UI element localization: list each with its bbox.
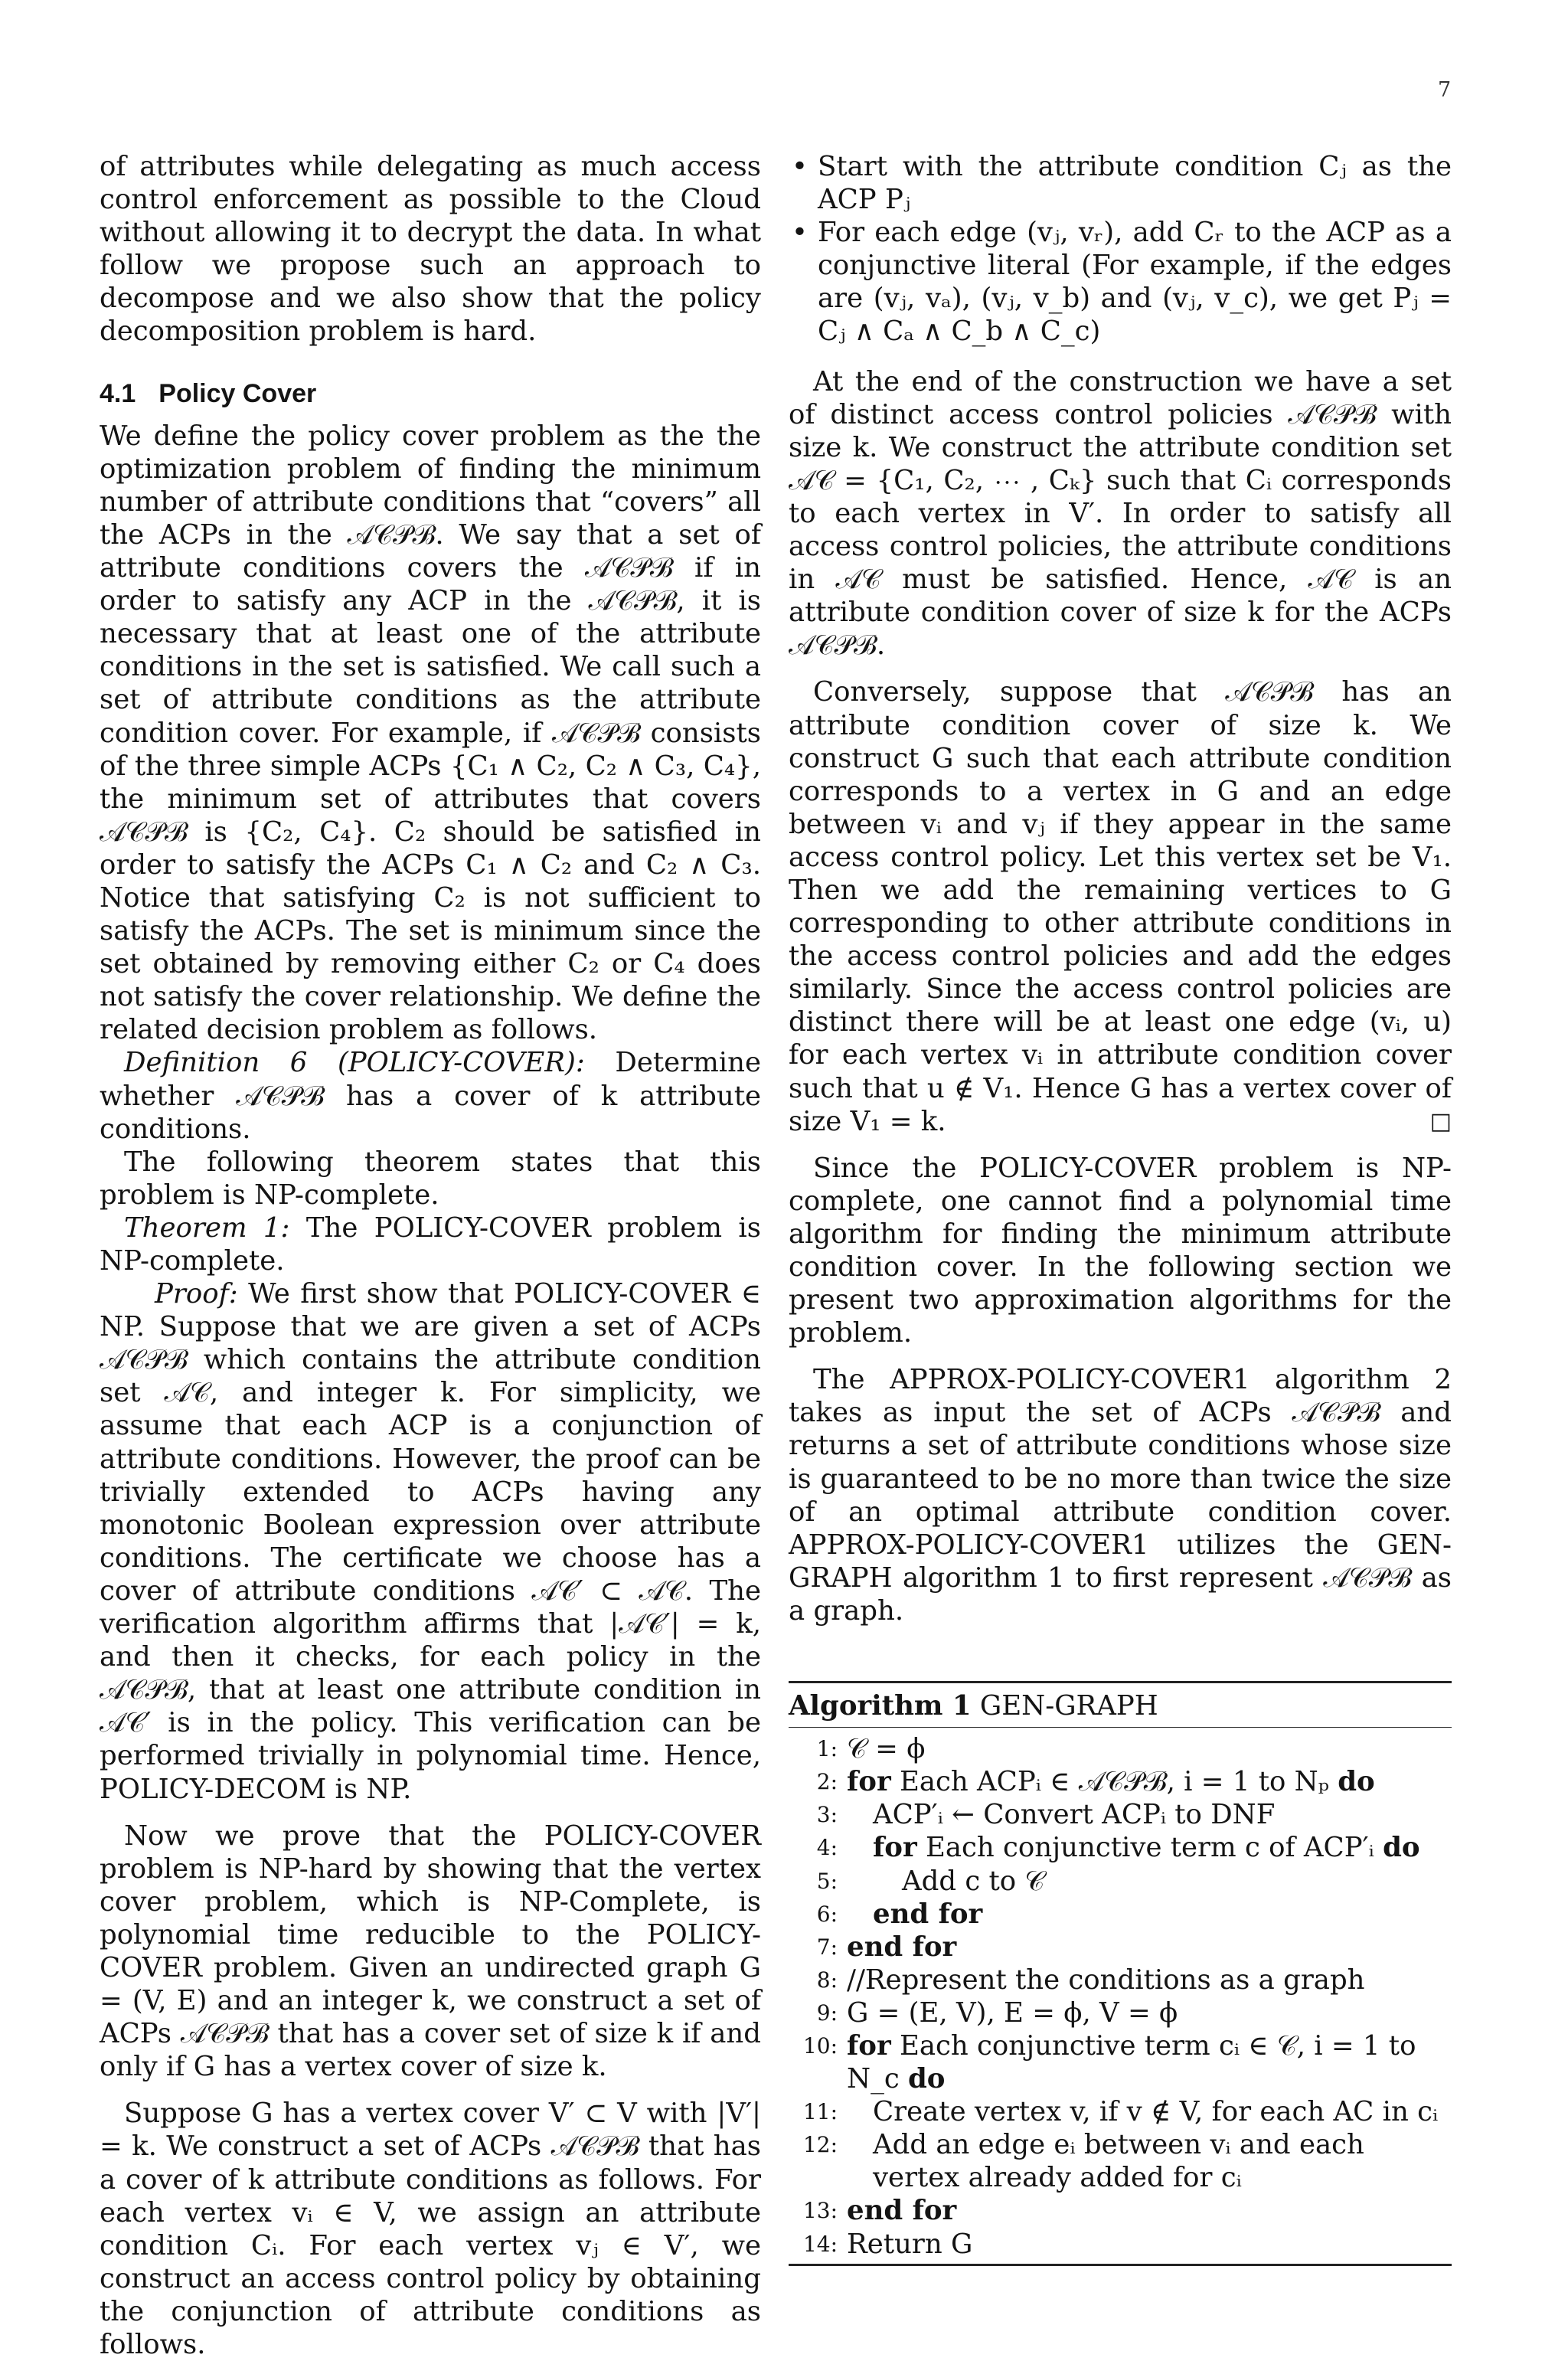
paragraph-construction: Suppose G has a vertex cover V′ ⊂ V with |V′| = k. We construct a set of ACPs 𝒜𝒞𝒫ℬ that has a cover of k attribute conditions as follows. For each vertex vᵢ ∈ V, we assign an attribute condition Cᵢ. For each vertex vⱼ ∈ V′, we construct an access control policy by obtaining the conjunction of attribute conditions as follows.	[100, 2098, 761, 2360]
theorem-text: The POLICY-COVER problem is NP-complete.	[100, 1212, 761, 1277]
paragraph-np-hard: Now we prove that the POLICY-COVER problem is NP-hard by showing that the vertex cover problem, which is NP-Complete, is polynomial time reducible to the POLICY-COVER problem. Given an undirected graph G = (V, E) and an integer k, we construct a set of ACPs 𝒜𝒞𝒫ℬ that has a cover set of size k if and only if G has a vertex cover of size k.	[100, 1820, 761, 2083]
line-text: ACP′ᵢ ← Convert ACPᵢ to DNF	[873, 1799, 1276, 1831]
proof-label: Proof:	[155, 1278, 238, 1310]
algorithm-line	[789, 2095, 1452, 2128]
keyword: for	[847, 2029, 891, 2062]
line-text: Each conjunctive term c of ACP′ᵢ	[916, 1832, 1383, 1864]
list-item: • Start with the attribute condition Cⱼ as the ACP Pⱼ	[789, 150, 1452, 216]
line-number: 1:	[816, 1736, 838, 1762]
keyword: end for	[873, 1898, 983, 1930]
algorithm-line	[789, 1996, 1452, 2029]
paragraph-conversely	[789, 675, 1452, 1137]
line-number: 2:	[816, 1769, 838, 1795]
line-number: 7:	[816, 1934, 838, 1960]
page-number: 7	[1438, 78, 1452, 102]
keyword: do	[907, 2063, 946, 2095]
algorithm-line	[789, 1898, 1452, 1931]
line-number: 13:	[802, 2198, 838, 2224]
construction-steps	[789, 150, 1452, 348]
paragraph-approx: The APPROX-POLICY-COVER1 algorithm 2 takes as input the set of ACPs 𝒜𝒞𝒫ℬ and returns a set of attribute conditions whose size is guaranteed to be no more than twice the size of an optimal attribute condition cover. APPROX-POLICY-COVER1 utilizes the GEN-GRAPH algorithm 1 to first represent 𝒜𝒞𝒫ℬ as a graph.	[789, 1364, 1452, 1627]
line-text: 𝒞 = ϕ	[847, 1733, 926, 1765]
line-number: 10:	[802, 2032, 838, 2059]
section-number: 4.1	[100, 378, 136, 408]
line-text: Each ACPᵢ ∈ 𝒜𝒞𝒫ℬ, i = 1 to Nₚ	[890, 1766, 1338, 1798]
line-text: Return G	[847, 2228, 973, 2260]
line-text: Add c to 𝒞	[902, 1865, 1045, 1897]
algorithm-line	[789, 1732, 1452, 1765]
line-number: 6:	[816, 1901, 838, 1927]
theorem-label: Theorem 1:	[124, 1212, 290, 1244]
keyword: end for	[847, 1931, 957, 1963]
line-number: 14:	[802, 2231, 838, 2257]
line-text: G = (E, V), E = ϕ, V = ϕ	[847, 1996, 1178, 2029]
list-item: • For each edge (vⱼ, vᵣ), add Cᵣ to the ACP as a conjunctive literal (For example, if the edges are (vⱼ, vₐ), (vⱼ, v_b) and (vⱼ, v_c), we get Pⱼ = Cⱼ ∧ Cₐ ∧ C_b ∧ C_c)	[789, 216, 1452, 348]
algorithm-line	[789, 1931, 1452, 1964]
algorithm-box	[789, 1681, 1452, 2266]
paragraph-policy-cover: We define the policy cover problem as the the optimization problem of finding the minimum number of attribute conditions that “covers” all the ACPs in the 𝒜𝒞𝒫ℬ. We say that a set of attribute conditions covers the 𝒜𝒞𝒫ℬ if in order to satisfy any ACP in the 𝒜𝒞𝒫ℬ, it is necessary that at least one of the attribute conditions in the set is satisfied. We call such a set of attribute conditions as the attribute condition cover. For example, if 𝒜𝒞𝒫ℬ consists of the three simple ACPs {C₁ ∧ C₂, C₂ ∧ C₃, C₄}, the minimum set of attributes that covers 𝒜𝒞𝒫ℬ is {C₂, C₄}. C₂ should be satisfied in order to satisfy the ACPs C₁ ∧ C₂ and C₂ ∧ C₃. Notice that satisfying C₂ is not sufficient to satisfy the ACPs. The set is minimum since the set obtained by removing either C₂ or C₄ does not satisfy the cover relationship. We define the related decision problem as follows.	[100, 420, 761, 1046]
paragraph-end-construction: At the end of the construction we have a set of distinct access control policies 𝒜𝒞𝒫ℬ with size k. We construct the attribute condition set 𝒜𝒞 = {C₁, C₂, ⋯ , Cₖ} such that Cᵢ corresponds to each vertex in V′. In order to satisfy all access control policies, the attribute conditions in 𝒜𝒞 must be satisfied. Hence, 𝒜𝒞 is an attribute condition cover of size k for the ACPs 𝒜𝒞𝒫ℬ.	[789, 365, 1452, 662]
line-number: 9:	[816, 2000, 838, 2026]
paragraph-intro: of attributes while delegating as much access control enforcement as possible to the Cloud without allowing it to decrypt the data. In what follow we propose such an approach to decompose and we also show that the policy decomposition problem is hard.	[100, 151, 761, 348]
definition-label: Definition 6 (POLICY-COVER):	[124, 1047, 585, 1079]
paragraph-np-complete: Since the POLICY-COVER problem is NP-complete, one cannot find a polynomial time algorithm for finding the minimum attribute condition cover. In the following section we present two approximation algorithms for the problem.	[789, 1152, 1452, 1349]
algorithm-line	[789, 1798, 1452, 1831]
keyword: do	[1338, 1766, 1375, 1798]
line-number: 4:	[816, 1835, 838, 1861]
line-text: Each conjunctive term cᵢ ∈ 𝒞, i = 1 to N_c	[847, 2029, 1416, 2095]
conversely-text: Conversely, suppose that 𝒜𝒞𝒫ℬ has an attribute condition cover of size k. We construct G such that each attribute condition corresponds to a vertex in G and an edge between vᵢ and vⱼ if they appear in the same access control policy. Let this vertex set be V₁. Then we add the remaining vertices to G corresponding to other attribute conditions in the access control policies and add the edges similarly. Since the access control policies are distinct there will be at least one edge (vᵢ, u) for each vertex vᵢ in attribute condition cover such that u ∉ V₁. Hence G has a vertex cover of size V₁ = k.	[789, 676, 1452, 1137]
algorithm-body	[789, 1728, 1452, 2264]
theorem	[100, 1212, 761, 1277]
algorithm-title	[789, 1683, 1452, 1728]
algorithm-label: Algorithm 1	[789, 1690, 972, 1722]
proof-text: We first show that POLICY-COVER ∈ NP. Suppose that we are given a set of ACPs 𝒜𝒞𝒫ℬ which contains the attribute condition set 𝒜𝒞, and integer k. For simplicity, we assume that each ACP is a conjunction of attribute conditions. However, the proof can be trivially extended to ACPs having any monotonic Boolean expression over attribute conditions. The certificate we choose has a cover of attribute conditions 𝒜𝒞′ ⊂ 𝒜𝒞. The verification algorithm affirms that |𝒜𝒞′| = k, and then it checks, for each policy in the 𝒜𝒞𝒫ℬ, that at least one attribute condition in 𝒜𝒞′ is in the policy. This verification can be performed trivially in polynomial time. Hence, POLICY-DECOM is NP.	[100, 1278, 761, 1805]
algorithm-line	[789, 2029, 1452, 2095]
line-number: 5:	[816, 1868, 838, 1894]
paragraph-theorem-intro: The following theorem states that this problem is NP-complete.	[100, 1146, 761, 1211]
definition-text: Determine whether 𝒜𝒞𝒫ℬ has a cover of k attribute conditions.	[100, 1047, 762, 1145]
section-title: Policy Cover	[158, 378, 317, 408]
keyword: for	[873, 1832, 917, 1864]
algorithm-line	[789, 2228, 1452, 2261]
algorithm-line	[789, 2128, 1452, 2194]
definition	[100, 1046, 761, 1145]
algorithm-line	[789, 1964, 1452, 1996]
algorithm-name: GEN-GRAPH	[979, 1690, 1158, 1722]
algorithm-line	[789, 1831, 1452, 1864]
keyword: do	[1383, 1832, 1420, 1864]
line-number: 8:	[816, 1967, 838, 1993]
section-heading	[100, 378, 761, 410]
line-text: Create vertex v, if v ∉ V, for each AC in cᵢ	[873, 2096, 1439, 2128]
line-text: //Represent the conditions as a graph	[847, 1964, 1365, 1996]
proof	[100, 1277, 761, 1806]
line-number: 11:	[802, 2099, 838, 2125]
right-column	[789, 150, 1452, 2266]
line-text: Add an edge eᵢ between vᵢ and each vertex already added for cᵢ	[873, 2129, 1364, 2194]
keyword: end for	[847, 2195, 957, 2227]
keyword: for	[847, 1766, 891, 1798]
algorithm-line	[789, 2194, 1452, 2227]
line-number: 12:	[802, 2132, 838, 2158]
left-column	[100, 150, 761, 2361]
algorithm-line	[789, 1765, 1452, 1798]
qed-icon: □	[1429, 1107, 1452, 1135]
algorithm-line	[789, 1865, 1452, 1898]
line-number: 3:	[816, 1802, 838, 1828]
